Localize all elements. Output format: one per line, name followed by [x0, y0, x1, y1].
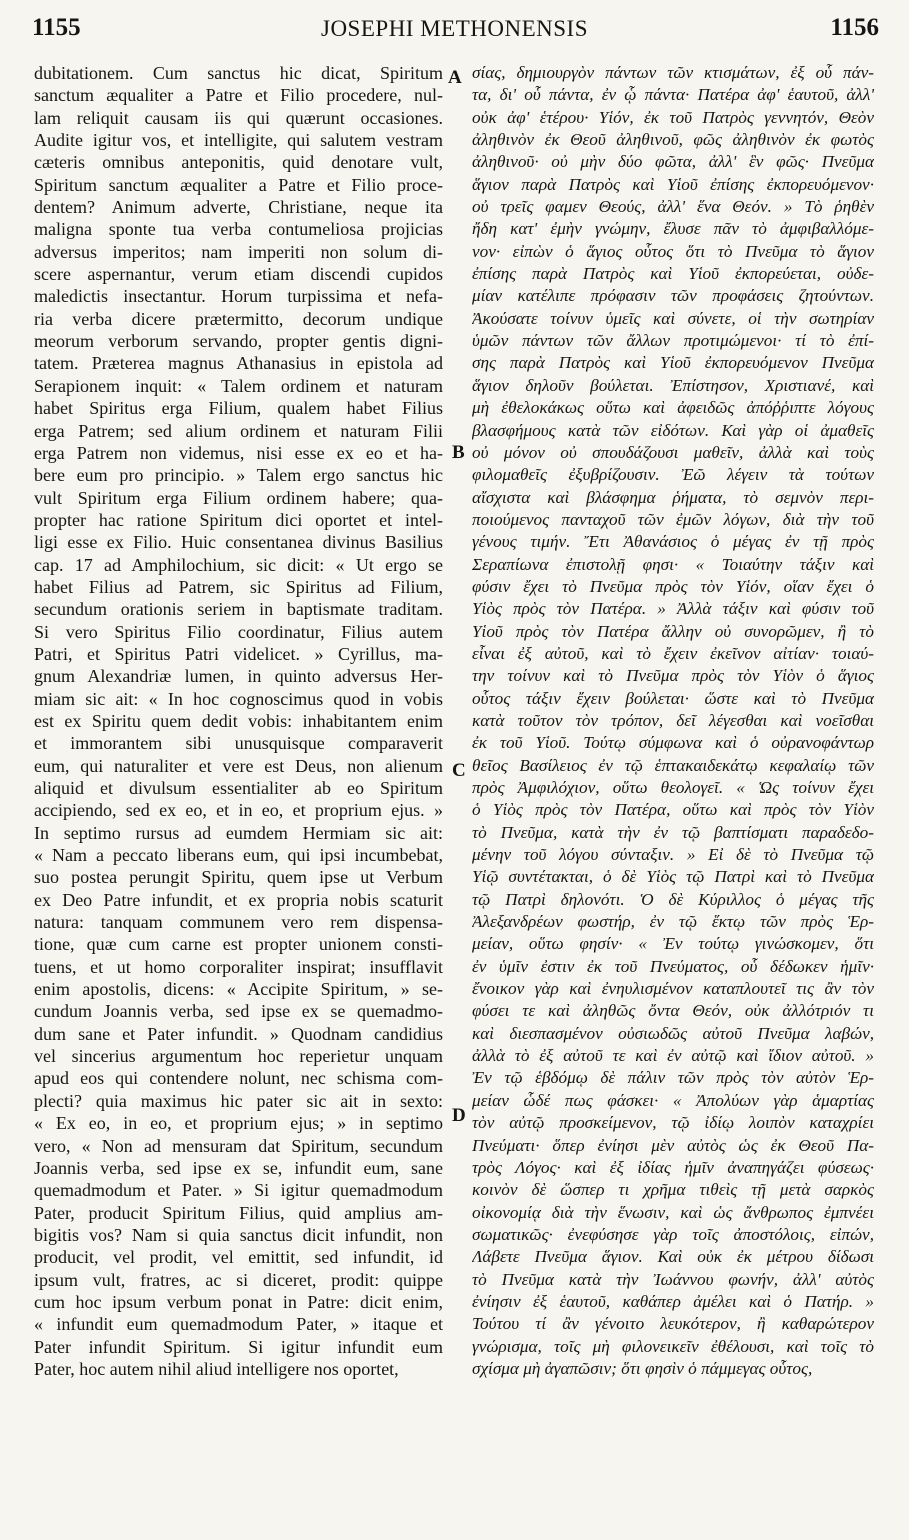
latin-text-line: « Nam a peccato liberans eum, qui ipsi incumbebat, — [34, 845, 443, 866]
greek-text-line: οὗτος τάξιν ἔχειν βούλεται· ὥστε καὶ τὸ Πνεῦμα — [472, 688, 874, 708]
latin-text-line: propter hac ratione Spiritum dici oportet et intel- — [34, 509, 443, 530]
latin-text-line: erga Patrem; sed alium ordinem et naturam Filii — [34, 420, 443, 441]
greek-text-line: σίας, δημιουργὸν πάντων τῶν κτισμάτων, ἐξ οὗ πάν- — [472, 63, 874, 82]
greek-text-line: Σεραπίωνα ἐπιστολῇ φησι· « Τοιαύτην τάξιν καὶ — [472, 554, 874, 574]
greek-text-line: τὸ Πνεῦμα κατὰ τὴν Ἰωάννου φωνήν, ἀλλ' αὐτὸς — [472, 1269, 874, 1289]
latin-text-line: plecti? quia maximus hic pater sic ait in sexto: — [34, 1090, 443, 1111]
running-header — [0, 14, 909, 48]
greek-text-line: ἀλλὰ τὸ ἐξ αὐτοῦ τε καὶ ἐν αὐτῷ καὶ ἴδιον αὐτοῦ. » — [472, 1046, 874, 1066]
latin-text-line: eum, qui naturaliter et vere est Deus, non alienum — [34, 755, 443, 776]
greek-text-line: Υἱοῦ πρὸς τὸν Πατέρα ἄλλην οὐ συνορῶμεν, ἢ τὸ — [472, 621, 874, 641]
latin-text-line: habet Filius ad Patrem, sic Spiritus ad Filium, — [34, 576, 443, 597]
latin-text-line: « Ex eo, in eo, et proprium ejus; » in septimo — [34, 1113, 443, 1134]
latin-text-line: scere aspernantur, verum etiam discendi cupidos — [34, 264, 443, 285]
latin-text-line: meorum verborum servando, propter gentis digni- — [34, 331, 443, 352]
latin-text-line: In septimo rursus ad eumdem Hermiam sic ait: — [34, 822, 443, 843]
greek-text-line: νον· εἰπὼν ὁ ἅγιος οὗτος ὅτι τὸ Πνεῦμα τὸ ἅγιον — [472, 241, 874, 261]
latin-text-line: vero, « Non ad mensuram dat Spiritum, secundum — [34, 1135, 443, 1156]
greek-text-line: κοινὸν δὲ ὥσπερ τι χρῆμα τιθεὶς τῇ μετὰ σαρκὸς — [472, 1180, 874, 1200]
latin-text-line: cap. 17 ad Amphilochium, sic dicit: « Ut ergo se — [34, 554, 443, 575]
latin-text-line: bere eum pro principio. » Talem ergo sanctus hic — [34, 465, 443, 486]
latin-text-line: bigitis vos? Nam si quia sanctus dicit infundit, non — [34, 1224, 443, 1245]
section-marker-b: B — [452, 442, 465, 463]
greek-text-line: οὐκ ἀφ' ἑτέρου· Υἱόν, ἐκ τοῦ Πατρὸς γεννητόν, Θεὸν — [472, 107, 874, 127]
latin-text-line: producit, vel prodit, vel emittit, sed infundit, id — [34, 1247, 443, 1268]
latin-text-line: Serapionem inquit: « Talem ordinem et naturam — [34, 375, 443, 396]
latin-text-line: dentem? Animum adverte, Christiane, neque ita — [34, 197, 443, 218]
latin-text-line: Audite igitur vos, et intelligite, qui salutem vestram — [34, 130, 443, 151]
latin-text-line: enim apostolis, dicens: « Accipite Spiritum, » se- — [34, 979, 443, 1000]
latin-text-line: Joannis verba, sed ipse ex se, infundit eum, sane — [34, 1157, 443, 1178]
latin-text-line: cundum Joannis verba, sed ipse ex se quemadmo- — [34, 1001, 443, 1022]
latin-text-line: suo postea perungit Spiritu, quem ipse ut Verbum — [34, 867, 443, 888]
greek-text-line: ἀληθινὸν ἐκ Θεοῦ ἀληθινοῦ, φῶς ἀληθινὸν ἐκ φωτὸς — [472, 130, 874, 150]
greek-text-line: μείαν ὧδέ πως φάσκει· « Ἀπολύων γὰρ ἁμαρτίας — [472, 1090, 874, 1110]
greek-text-line: τρὸς Λόγος· καὶ ἐξ ἰδίας ἡμῖν ἀναπηγάζει φύσεως· — [472, 1157, 874, 1177]
latin-text-line: Pater infundit Spiritum. Si igitur infundit eum — [34, 1336, 443, 1357]
greek-text-line: τὸ Πνεῦμα, κατὰ τὴν ἐν τῷ βαπτίσματι παραδεδο- — [472, 822, 874, 842]
latin-text-line: dubitationem. Cum sanctus hic dicat, Spiritum — [34, 63, 443, 83]
latin-text-line: ligi esse ex Filio. Huic consentanea divinus Basilius — [34, 532, 443, 553]
greek-text-line: Λάβετε Πνεῦμα ἅγιον. Καὶ οὐκ ἐκ μέτρου δίδωσι — [472, 1247, 874, 1267]
greek-text-line: φιλομαθεῖς ἐξυβρίζουσιν. Ἐῶ λέγειν τὰ τούτων — [472, 465, 874, 485]
latin-text-line: ex Deo Patre infundit, et ex propria nobis scaturit — [34, 889, 443, 910]
greek-text-line: σωματικῶς· ἐνεφύσησε γὰρ τοῖς ἀποστόλοις, εἰπών, — [472, 1224, 874, 1244]
latin-text-line: maledictis insectantur. Horum turpissima et nefa- — [34, 286, 443, 307]
page-number-right: 1156 — [830, 14, 879, 41]
greek-text-line: Ἀκούσατε τοίνυν ὑμεῖς καὶ σύνετε, οἱ τὴν σωτηρίαν — [472, 308, 874, 328]
greek-text-line: φύσιν ἔχει τὸ Πνεῦμα πρὸς τὸν Υἱόν, οἵαν ἔχει ὁ — [472, 576, 874, 596]
latin-text-line: et immorantem sibi unusquisque comparaverit — [34, 733, 443, 754]
latin-text-line: est ex Spiritu quem dedit vobis: inhabitantem enim — [34, 710, 443, 731]
greek-text-line: τα, δι' οὗ πάντα, ἐν ᾧ πάντα· Πατέρα ἀφ' ἑαυτοῦ, ἀλλ' — [472, 85, 874, 105]
greek-text-line: ἐκ τοῦ Υἱοῦ. Τούτῳ σύμφωνα καὶ ὁ οὐρανοφάντωρ — [472, 733, 874, 753]
greek-text-line: μὴ ἐθελοκάκως οὕτω καὶ ἀφειδῶς ἀπόῤῥιπτε λόγους — [472, 398, 874, 418]
greek-text-line: αἴσχιστα καὶ βλάσφημα ῥήματα, τὸ σεμνὸν περι- — [472, 487, 874, 507]
latin-text-line: erga Patrem non videmus, nisi esse ex eo et ha- — [34, 442, 443, 463]
latin-text-line: adversus imperitos; nam imperiti non solum di- — [34, 241, 443, 262]
latin-text-line: Pater, hoc autem nihil aliud intelligere nos oportet, — [34, 1358, 399, 1379]
latin-text-line: tuens, et ut homo corporaliter inspirat; insufflavit — [34, 956, 443, 977]
greek-text-line: την τοίνυν καὶ τὸ Πνεῦμα πρὸς τὸν Υἱὸν ὁ ἅγιος — [472, 666, 874, 686]
latin-column — [34, 62, 443, 1380]
greek-text-line: μίαν κατέλιπε πρόφασιν τῶν προφάσεις ζητούντων. — [472, 286, 874, 306]
latin-text-line: Patri, et Spiritus Patri videlicet. » Cyrillus, ma- — [34, 643, 443, 664]
greek-text-line: ὁ Υἱὸς πρὸς τὸν Πατέρα, οὕτω καὶ πρὸς τὸν Υἱὸν — [472, 800, 874, 820]
latin-text-line: tatem. Præterea magnus Athanasius in epistola ad — [34, 353, 443, 374]
greek-text-line: Τούτου τί ἂν γένοιτο λευκότερον, ἢ καθαρώτερον — [472, 1314, 874, 1334]
latin-text-line: Si vero Spiritus Filio coordinatur, Filius autem — [34, 621, 443, 642]
greek-text-line: καὶ διεσπασμένον οὐσιωδῶς αὐτοῦ Πνεῦμα λαβών, — [472, 1023, 874, 1043]
latin-text-line: vult Spiritum erga Filium ordinem habere; qua- — [34, 487, 443, 508]
latin-text-line: ipsum vult, fratres, ac si diceret, prodit: quippe — [34, 1269, 443, 1290]
greek-text-line: Ἐν τῷ ἑβδόμῳ δὲ πάλιν τῶν πρὸς τὸν αὐτὸν Ἑρ- — [472, 1068, 874, 1088]
latin-text-line: sanctum æqualiter a Patre et Filio procedere, nul- — [34, 85, 443, 106]
greek-text-line: πρὸς Ἀμφιλόχιον, οὕτω θεολογεῖ. « Ὡς τοίνυν ἔχει — [472, 778, 874, 797]
greek-text-line: εἶναι ἐξ αὐτοῦ, καὶ τὸ ἔχειν ἐκεῖνον αἰτίαν· τοιαύ- — [472, 643, 874, 663]
greek-text-line: ἐπίσης παρὰ Πατρὸς καὶ Υἱοῦ ἐκπορεύεται, οὐδε- — [472, 264, 874, 284]
greek-text-line: σχίσμα μὴ ἀγαπῶσιν; ὅτι φησὶν ὁ πάμμεγας οὗτος, — [472, 1358, 813, 1378]
greek-column — [472, 62, 874, 1380]
latin-text-line: vel sincerius argumentum hoc reperietur unquam — [34, 1046, 443, 1067]
greek-text-line: σης παρὰ Πατρὸς καὶ Υἱοῦ ἐκπορευόμενον Πνεῦμα — [472, 353, 874, 373]
greek-text-line: οὐ τρεῖς φαμεν Θεούς, ἀλλ' ἕνα Θεόν. » Τὸ ῥηθὲν — [472, 197, 874, 217]
greek-text-line: ἐν ὑμῖν ἐστιν ἐκ τοῦ Πνεύματος, οὗ δέδωκεν ἡμῖν· — [472, 956, 874, 976]
latin-text-line: « infundit eum quemadmodum Pater, » itaque et — [34, 1314, 443, 1335]
latin-text-line: lam reliquit causam iis qui quærunt occasiones. — [34, 107, 443, 128]
section-marker-d: D — [452, 1105, 466, 1126]
greek-text-line: ἅγιον παρὰ Πατρὸς καὶ Υἱοῦ ἐπίσης ἐκπορευόμενον· — [472, 174, 874, 194]
greek-text-line: Υἱῷ συντέτακται, ὁ δὲ Υἱὸς τῷ Πατρὶ καὶ τὸ Πνεῦμα — [472, 867, 874, 887]
latin-text-line: cum hoc ipsum verbum ponat in Patre: dicit enim, — [34, 1291, 443, 1312]
greek-text-line: μείαν, οὕτω φησίν· « Ἐν τούτῳ γινώσκομεν, ὅτι — [472, 934, 874, 954]
greek-text-line: βλασφήμους κατὰ τῶν εἰδότων. Καὶ γὰρ οἱ ἀμαθεῖς — [472, 420, 874, 440]
latin-text-line: accipiendo, sed ex eo, et in eo, et proprium ejus. » — [34, 800, 443, 821]
greek-text-line: Πνεύματι· ὅπερ ἐνίησι μὲν αὐτὸς ὡς ἐκ Θεοῦ Πα- — [472, 1135, 874, 1155]
latin-text-line: apud eos qui contendere nolunt, nec schisma com- — [34, 1068, 443, 1089]
section-marker-a: A — [448, 67, 462, 88]
greek-text-line: ἅγιον δηλοῦν βούλεται. Ἐπίστησον, Χριστιανέ, καὶ — [472, 375, 874, 395]
latin-text-line: gnum Alexandriæ lumen, in quinto adversus Her- — [34, 666, 443, 687]
greek-text-line: ἀληθινοῦ· οὐ μὴν δύο φῶτα, ἀλλ' ἓν φῶς· Πνεῦμα — [472, 152, 874, 172]
page-number-left: 1155 — [32, 14, 81, 41]
greek-text-line: Υἱὸς πρὸς τὸν Πατέρα. » Ἀλλὰ τάξιν καὶ φύσιν τοῦ — [472, 599, 874, 619]
greek-text-line: ὑμῶν πάντων τῶν ἄλλων προτιμώμενοι· τί τὸ ἐπί- — [472, 331, 874, 351]
greek-text-line: κατὰ τοῦτον τὸν τρόπον, δεῖ λέγεσθαι καὶ νοεῖσθαι — [472, 710, 874, 730]
latin-text-line: ria verba dicere prætermitto, decorum undique — [34, 308, 443, 329]
greek-text-line: μένην τοῦ λόγου σύνταξιν. » Εἰ δὲ τὸ Πνεῦμα τῷ — [472, 845, 874, 865]
greek-text-line: γένους τιμήν. Ἔτι Ἀθανάσιος ὁ μέγας ἐν τῇ πρὸς — [472, 532, 874, 552]
greek-text-line: φύσει τε καὶ ἀληθῶς ὄντα Θεόν, οὐκ ἀλλότριόν τι — [472, 1001, 874, 1021]
section-marker-c: C — [452, 760, 466, 781]
greek-text-line: ἔνοικον γὰρ καὶ ἐνηυλισμένον καταπλουτεῖ τις ἂν τὸν — [472, 979, 874, 999]
latin-text-line: quemadmodum et Pater. » Si igitur quemadmodum — [34, 1180, 443, 1201]
greek-text-line: θεῖος Βασίλειος ἐν τῷ ἑπτακαιδεκάτῳ κεφαλαίῳ τῶν — [472, 755, 874, 775]
greek-text-line: οὐ μόνον οὐ σπουδάζουσι μαθεῖν, ἀλλὰ καὶ τοὺς — [472, 442, 874, 462]
latin-text-line: habet Spiritus erga Filium, qualem habet Filius — [34, 398, 443, 419]
greek-text-line: τῷ Πατρὶ δηλονότι. Ὁ δὲ Κύριλλος ὁ μέγας τῆς — [472, 889, 874, 909]
latin-text-line: tione, quæ cum carne est propter unionem consti- — [34, 934, 443, 955]
latin-text-line: miam sic ait: « In hoc cognoscimus quod in vobis — [34, 688, 443, 709]
greek-text-line: Ἀλεξανδρέων φωστήρ, ἐν τῷ ἕκτῳ τῶν πρὸς Ἑρ- — [472, 912, 874, 932]
running-title: JOSEPHI METHONENSIS — [321, 16, 588, 41]
latin-text-line: natura: tanquam communem vero rem dispensa- — [34, 912, 443, 933]
latin-text-line: cæteris omnibus anteponitis, quid denotare vult, — [34, 152, 443, 173]
greek-text-line: ποιούμενος πανταχοῦ τῶν ἐμῶν λόγων, διὰ τὴν τοῦ — [472, 509, 874, 529]
greek-text-line: ἤδη κατ' ἐμὴν γνώμην, ἔλυσε πᾶν τὸ ἀμφιβαλλόμε- — [472, 219, 874, 239]
greek-text-line: ἐνίησιν ἐξ ἑαυτοῦ, καθάπερ ἀμέλει καὶ ὁ Πατήρ. » — [472, 1291, 874, 1311]
latin-text-line: secundum orationis seriem in baptismate traditam. — [34, 599, 443, 620]
greek-text-line: τὸν αὐτῷ προσκείμενον, τῷ ἰδίῳ λοιπὸν καταχρίει — [472, 1113, 874, 1133]
greek-text-line: οἰκονομίᾳ διὰ τὴν ἕνωσιν, καὶ ὡς ἄνθρωπος ἐμπνέει — [472, 1202, 874, 1222]
latin-text-line: Pater, producit Spiritum Filius, quid amplius am- — [34, 1202, 443, 1223]
latin-text-line: Spiritum sanctum æqualiter a Patre et Filio proce- — [34, 174, 443, 195]
latin-text-line: dum sane et Pater infundit. » Quodnam candidius — [34, 1023, 443, 1044]
latin-text-line: maligna sponte tua verba contumeliosa projicias — [34, 219, 443, 240]
latin-text-line: aliquid et divulsum essentialiter ab eo Spiritum — [34, 778, 443, 798]
greek-text-line: γνώρισμα, τοῖς μὴ φιλονεικεῖν ἐθέλουσι, καὶ τοῖς τὸ — [472, 1336, 874, 1356]
